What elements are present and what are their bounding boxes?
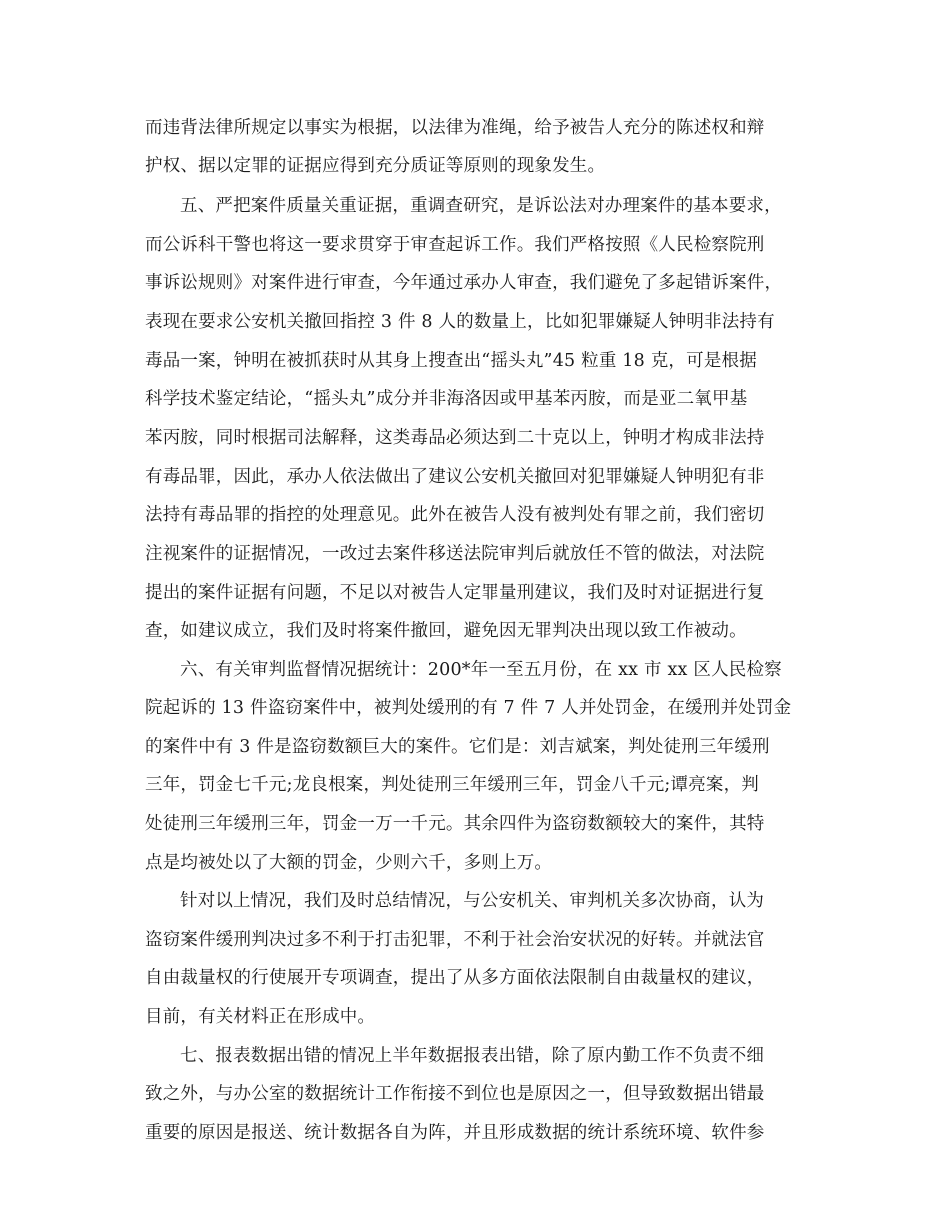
text-line: 盗窃案件缓刑判决过多不利于打击犯罪，不利于社会治安状况的好转。并就法官 [145, 930, 765, 950]
text-line: 事诉讼规则》对案件进行审查，今年通过承办人审查，我们避免了多起错诉案件， [145, 273, 783, 293]
text-line: 有毒品罪，因此，承办人依法做出了建议公安机关撤回对犯罪嫌疑人钟明犯有非 [145, 467, 765, 487]
text-line: 而违背法律所规定以事实为根据，以法律为准绳，给予被告人充分的陈述权和辩 [145, 118, 765, 138]
text-line: 护权、据以定罪的证据应得到充分质证等原则的现象发生。 [145, 156, 606, 176]
text-line: 苯丙胺，同时根据司法解释，这类毒品必须达到二十克以上，钟明才构成非法持 [145, 428, 765, 448]
text-line: 而公诉科干警也将这一要求贯穿于审查起诉工作。我们严格按照《人民检察院刑 [145, 235, 765, 255]
paragraph-start-line: 六、有关审判监督情况据统计：200*年一至五月份，在 xx 市 xx 区人民检察 [180, 660, 782, 680]
text-line: 提出的案件证据有问题，不足以对被告人定罪量刑建议，我们及时对证据进行复 [145, 583, 765, 603]
text-line: 自由裁量权的行使展开专项调查，提出了从多方面依法限制自由裁量权的建议， [145, 968, 765, 988]
text-line: 三年，罚金七千元;龙良根案，判处徒刑三年缓刑三年，罚金八千元;谭亮案，判 [145, 775, 759, 795]
text-line: 处徒刑三年缓刑三年，罚金一万一千元。其余四件为盗窃数额较大的案件，其特 [145, 814, 765, 834]
text-line: 的案件中有 3 件是盗窃数额巨大的案件。它们是：刘吉斌案，判处徒刑三年缓刑 [145, 737, 770, 757]
text-line: 目前，有关材料正在形成中。 [145, 1007, 376, 1027]
paragraph-start-line: 五、严把案件质量关重证据，重调查研究，是诉讼法对办理案件的基本要求， [180, 196, 782, 216]
text-line: 注视案件的证据情况，一改过去案件移送法院审判后就放任不管的做法，对法院 [145, 544, 765, 564]
text-line: 法持有毒品罪的指控的处理意见。此外在被告人没有被判处有罪之前，我们密切 [145, 505, 765, 525]
text-line: 查，如建议成立，我们及时将案件撤回，避免因无罪判决出现以致工作被动。 [145, 621, 747, 641]
paragraph-start-line: 针对以上情况，我们及时总结情况，与公安机关、审判机关多次协商，认为 [180, 891, 765, 911]
text-line: 毒品一案，钟明在被抓获时从其身上搜查出“摇头丸”45 粒重 18 克，可是根据 [145, 351, 757, 371]
text-line: 重要的原因是报送、统计数据各自为阵，并且形成数据的统计系统环境、软件参 [145, 1123, 765, 1143]
text-line: 致之外，与办公室的数据统计工作衔接不到位也是原因之一，但导致数据出错最 [145, 1084, 765, 1104]
paragraph-start-line: 七、报表数据出错的情况上半年数据报表出错，除了原内勤工作不负责不细 [180, 1046, 765, 1066]
text-line: 表现在要求公安机关撤回指控 3 件 8 人的数量上，比如犯罪嫌疑人钟明非法持有 [145, 312, 775, 332]
text-line: 点是均被处以了大额的罚金，少则六千，多则上万。 [145, 853, 553, 873]
text-line: 院起诉的 13 件盗窃案件中，被判处缓刑的有 7 件 7 人并处罚金，在缓刑并处罚金 [145, 698, 792, 718]
text-line: 科学技术鉴定结论，“摇头丸”成分并非海洛因或甲基苯丙胺，而是亚二氧甲基 [145, 389, 748, 409]
